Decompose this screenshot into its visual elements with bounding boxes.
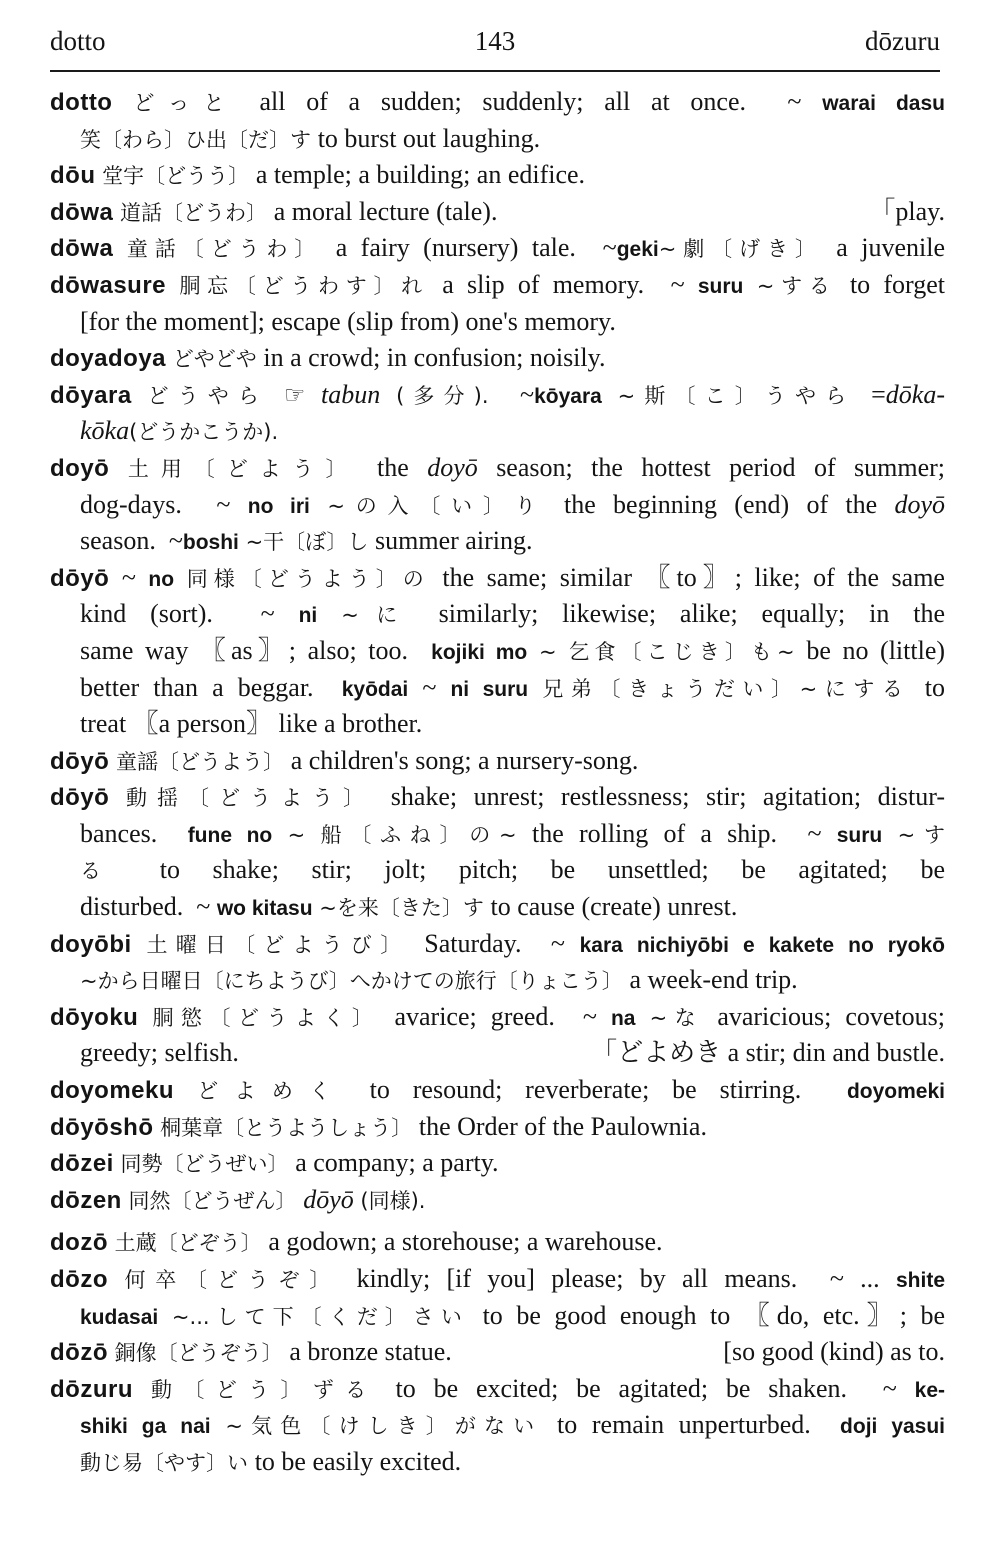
japanese-text: どやどや xyxy=(166,347,264,372)
definition-text: a children's song; a nursery-song. xyxy=(290,745,639,775)
headword: doyō xyxy=(50,454,110,482)
entry-line xyxy=(50,1109,945,1146)
definition-text: in a crowd; in confusion; noisily. xyxy=(263,343,606,373)
japanese-text: ~斯〔こ〕うやら xyxy=(601,383,872,408)
definition-text: bances. xyxy=(80,818,188,848)
entry-line xyxy=(50,1407,945,1444)
italic-term: doyō xyxy=(427,452,478,482)
entry-line xyxy=(50,889,945,926)
right-carryover-text: [so good (kind) as to. xyxy=(723,1337,945,1367)
japanese-text: ~を来〔きた〕す xyxy=(312,896,491,921)
entry-line xyxy=(50,1444,945,1481)
japanese-text: ~する xyxy=(743,273,850,298)
japanese-text: 同然〔どうぜん〕 xyxy=(121,1188,304,1213)
japanese-text: ~ 船〔ふね〕の~ xyxy=(272,822,532,847)
definition-text: disturbed. ~ xyxy=(80,892,217,922)
entry-line xyxy=(50,377,945,414)
japanese-text: ~の入〔い〕り xyxy=(309,493,564,518)
definition-text: to cause (create) unrest. xyxy=(490,892,738,922)
definition-text: to forget xyxy=(849,269,945,299)
italic-term: dōka- xyxy=(885,379,945,409)
definition-text: the xyxy=(377,452,428,482)
definition-text: kind (sort). ~ xyxy=(80,599,299,629)
entry-line xyxy=(50,670,945,707)
definition-text: season; the hottest period of summer; xyxy=(477,452,946,482)
headword: doyomeku xyxy=(50,1077,175,1105)
definition-text: a moral lecture (tale). xyxy=(273,196,498,226)
definition-text: to burst out laughing. xyxy=(317,123,541,153)
definition-text: a godown; a storehouse; a warehouse. xyxy=(268,1227,663,1257)
romaji-phrase: ke- xyxy=(914,1378,945,1402)
japanese-text: ~...して下〔くだ〕さい xyxy=(158,1304,483,1329)
japanese-text: 動〔どう〕ずる xyxy=(132,1377,396,1402)
romaji-phrase: doji yasui xyxy=(840,1415,946,1439)
definition-text: the same; similar 〖to〗; like; of the same xyxy=(442,562,945,592)
entry-line xyxy=(50,596,945,633)
entries-column xyxy=(50,84,945,1481)
definition-text: dog-days. ~ xyxy=(80,489,248,519)
romaji-phrase: wo kitasu xyxy=(216,897,313,921)
romaji-phrase: ni xyxy=(298,604,318,628)
romaji-phrase: kyōdai xyxy=(341,677,409,701)
headword: dotto xyxy=(50,89,113,116)
entry-line xyxy=(50,1072,945,1109)
entry-line xyxy=(50,230,945,267)
headword: dōyoku xyxy=(50,1003,139,1031)
entry-line xyxy=(50,340,945,377)
definition-text: to shake; stir; jolt; pitch; be unsettled; be agitated; be xyxy=(159,855,945,885)
japanese-text: ~から日曜日〔にちようび〕へかけての旅行〔りょこう〕 xyxy=(80,969,630,994)
japanese-text: 胴忘〔どうわす〕れ xyxy=(166,273,443,298)
entry-line xyxy=(50,157,945,194)
japanese-text: ~に xyxy=(317,603,439,628)
definition-text: a slip of memory. ~ xyxy=(442,269,698,299)
definition-text: a week-end trip. xyxy=(629,965,798,995)
page-header xyxy=(50,26,940,72)
japanese-text: ~劇〔げき〕 xyxy=(658,237,837,262)
japanese-text: 動じ易〔やす〕い xyxy=(80,1450,255,1475)
entry-line xyxy=(50,413,945,450)
entry-line xyxy=(50,450,945,487)
romaji-phrase: no xyxy=(148,567,175,591)
romaji-phrase: warai dasu xyxy=(822,92,945,115)
header-right-guide-word: dōzuru xyxy=(865,26,940,56)
definition-text: kindly; [if you] please; by all means. ~ ... xyxy=(356,1264,896,1293)
definition-text: = xyxy=(871,379,886,409)
romaji-phrase: fune no xyxy=(187,823,273,847)
japanese-text: 笑〔わら〕ひ出〔だ〕す xyxy=(80,127,318,152)
headword: dōyō xyxy=(50,747,110,775)
japanese-text: 堂宇〔どうう〕 xyxy=(95,164,256,189)
entry-line xyxy=(50,1371,945,1408)
definition-text: a temple; a building; an edifice. xyxy=(255,160,586,190)
entry-line xyxy=(50,121,945,158)
japanese-text: どっと xyxy=(112,91,260,115)
definition-text: to be easily excited. xyxy=(254,1446,462,1476)
entry-line xyxy=(50,779,945,816)
romaji-phrase: no iri xyxy=(247,494,310,518)
japanese-text: 童謡〔どうよう〕 xyxy=(109,749,291,774)
japanese-text: 桐葉章〔とうようしょう〕 xyxy=(153,1115,419,1140)
romaji-phrase: suru xyxy=(836,823,883,847)
japanese-text: ~な xyxy=(635,1005,718,1030)
right-carryover-text: 「どよめき a stir; din and bustle. xyxy=(591,1038,945,1068)
entry-line xyxy=(50,852,945,889)
definition-text: greedy; selfish. xyxy=(80,1038,239,1068)
definition-text: same way 〖as〗; also; too. xyxy=(80,635,432,665)
definition-text: Saturday. ~ xyxy=(424,928,580,958)
definition-text: avarice; greed. ~ xyxy=(394,1001,611,1031)
definition-text: to be excited; be agitated; be shaken. ~ xyxy=(395,1373,915,1403)
romaji-phrase: shite xyxy=(895,1269,945,1292)
entry-line xyxy=(50,1035,945,1072)
definition-text: ~ xyxy=(504,379,535,409)
romaji-phrase: na xyxy=(610,1006,636,1030)
japanese-text: どよめく xyxy=(174,1079,370,1104)
pointing-hand-icon: ☞ xyxy=(283,380,306,409)
headword: dōzei xyxy=(50,1150,114,1178)
headword: dōwa xyxy=(50,235,114,263)
romaji-phrase: kara nichiyōbi e kakete no ryokō xyxy=(579,933,945,957)
italic-term: doyō xyxy=(894,489,945,519)
romaji-phrase: doyomeki xyxy=(846,1080,945,1104)
japanese-text: 兄弟〔きょうだい〕~にする xyxy=(528,676,925,701)
headword: dōyō xyxy=(50,564,110,592)
headword: dōyō xyxy=(50,784,110,812)
italic-term: dōyō xyxy=(303,1184,354,1214)
definition-text: to resound; reverberate; be stirring. xyxy=(369,1075,847,1105)
definition-text: ~ xyxy=(408,672,451,702)
italic-term: tabun xyxy=(305,379,381,409)
definition-text: summer airing. xyxy=(375,526,533,556)
japanese-text: ~ 乞食〔こじき〕も~ xyxy=(527,639,807,664)
headword: dōzō xyxy=(50,1339,108,1367)
japanese-text: ~す xyxy=(882,822,945,847)
entry-line xyxy=(50,84,945,121)
entry-line xyxy=(50,1298,945,1335)
japanese-text: (多分). xyxy=(380,383,505,408)
definition-text: all of a sudden; suddenly; all at once. ~ xyxy=(259,87,823,116)
entry-line xyxy=(50,1334,945,1371)
headword: dōu xyxy=(50,162,96,190)
japanese-text: 土用〔どよう〕 xyxy=(109,456,378,481)
entry-line xyxy=(50,706,945,743)
definition-text: better than a beggar. xyxy=(80,672,342,702)
japanese-text: (同様). xyxy=(353,1188,426,1213)
headword: doyōbi xyxy=(50,930,132,958)
entry-line xyxy=(50,194,945,231)
headword: dōyara xyxy=(50,381,132,409)
definition-text: a company; a party. xyxy=(295,1148,499,1178)
headword: dōzen xyxy=(50,1186,122,1214)
entry-line xyxy=(50,926,945,963)
romaji-phrase: geki xyxy=(616,238,659,262)
japanese-text: (どうかこうか). xyxy=(129,420,279,445)
headword: dōwasure xyxy=(50,271,167,299)
japanese-text: ~干〔ぼ〕し xyxy=(238,530,376,555)
definition-text: the rolling of a ship. ~ xyxy=(531,818,837,848)
definition-text: a bronze statue. xyxy=(289,1337,452,1367)
entry-line xyxy=(50,1145,945,1182)
headword: doyadoya xyxy=(50,345,167,373)
japanese-text: 同勢〔どうぜい〕 xyxy=(113,1152,296,1177)
entry-line xyxy=(50,523,945,560)
definition-text: ~ xyxy=(109,562,149,592)
romaji-phrase: boshi xyxy=(182,531,239,555)
headword: dōzo xyxy=(50,1266,108,1293)
definition-text: similarly; likewise; alike; equally; in the xyxy=(438,599,945,629)
japanese-text: 同様〔どうよう〕の xyxy=(174,566,443,591)
entry-line xyxy=(50,560,945,597)
italic-term: kōka xyxy=(80,416,130,446)
japanese-text: 土曜日〔どようび〕 xyxy=(131,932,425,957)
definition-text: to be good enough to 〖do, etc.〗; be xyxy=(482,1300,945,1330)
japanese-text: 銅像〔どうぞう〕 xyxy=(107,1341,290,1366)
definition-text: the beginning (end) of the xyxy=(563,489,895,519)
japanese-text: 動揺〔どうよう〕 xyxy=(109,786,391,811)
romaji-phrase: shiki ga nai xyxy=(80,1415,211,1439)
right-carryover-text: 「play. xyxy=(869,196,945,226)
entry-line xyxy=(50,962,945,999)
entry-line xyxy=(50,816,945,853)
definition-text: the Order of the Paulownia. xyxy=(418,1111,707,1141)
entry-line xyxy=(50,1261,945,1298)
entry-line xyxy=(50,743,945,780)
definition-text: to remain unperturbed. xyxy=(557,1410,841,1440)
definition-text: shake; unrest; restlessness; stir; agitation; distur- xyxy=(390,782,945,812)
japanese-text: ~気色〔けしき〕がない xyxy=(210,1414,558,1439)
page-number: 143 xyxy=(474,26,516,56)
definition-text: [for the moment]; escape (slip from) one's memory. xyxy=(80,306,616,336)
romaji-phrase: kojiki mo xyxy=(431,640,528,664)
romaji-phrase: kudasai xyxy=(80,1305,159,1329)
definition-text: to xyxy=(924,672,945,702)
japanese-text: 胴慾〔どうよく〕 xyxy=(138,1005,395,1030)
entry-line xyxy=(50,633,945,670)
entry-line xyxy=(50,1224,945,1261)
definition-text: be no (little) xyxy=(806,635,946,665)
headword: dozō xyxy=(50,1229,108,1257)
entry-line xyxy=(50,1182,945,1219)
romaji-phrase: ni suru xyxy=(450,677,529,701)
entry-line xyxy=(50,487,945,524)
headword: dōwa xyxy=(50,198,114,226)
entry-line xyxy=(50,304,945,341)
definition-text: a fairy (nursery) tale. ~ xyxy=(335,233,617,263)
header-left-guide-word: dotto xyxy=(50,26,106,56)
entry-line xyxy=(50,267,945,304)
japanese-text: 童話〔どうわ〕 xyxy=(113,237,336,262)
japanese-text: 土蔵〔どぞう〕 xyxy=(107,1231,269,1256)
japanese-text: 何卒〔どうぞ〕 xyxy=(107,1268,357,1292)
japanese-text: 道話〔どうわ〕 xyxy=(113,200,274,225)
romaji-phrase: suru xyxy=(697,274,744,298)
headword: dōyōshō xyxy=(50,1113,154,1141)
definition-text: season. ~ xyxy=(80,526,183,556)
entry-line xyxy=(50,999,945,1036)
definition-text: a juvenile xyxy=(836,233,945,263)
headword: dōzuru xyxy=(50,1375,133,1403)
romaji-phrase: kōyara xyxy=(534,384,602,408)
japanese-text: どうやら xyxy=(131,383,284,408)
japanese-text: る xyxy=(80,859,160,884)
definition-text: avaricious; covetous; xyxy=(717,1001,946,1031)
definition-text: treat 〖a person〗 like a brother. xyxy=(80,709,423,739)
